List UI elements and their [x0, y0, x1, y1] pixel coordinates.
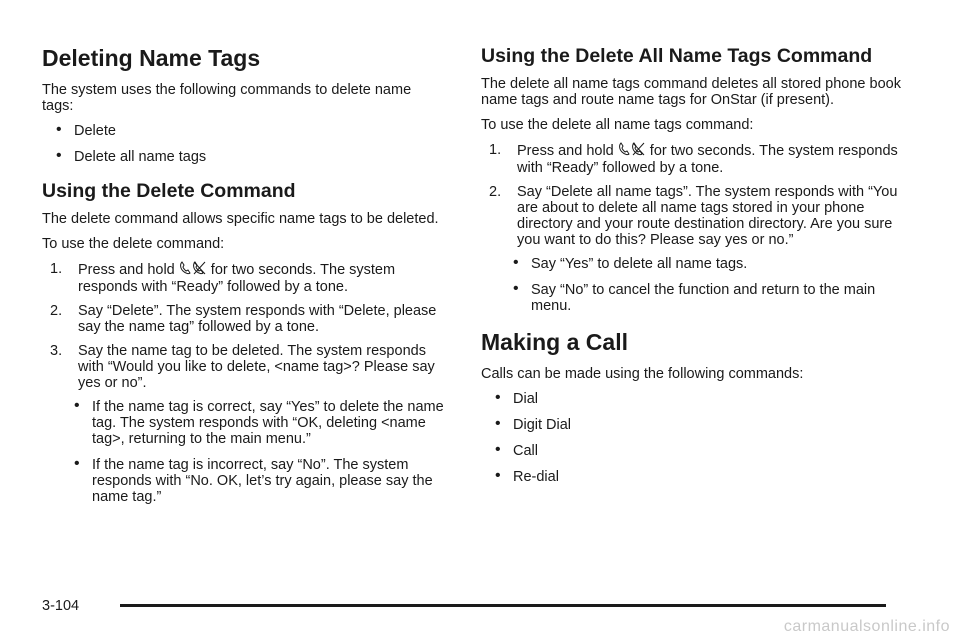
- step-text-post: for two seconds. The system responds with “Ready” followed by a tone.: [517, 143, 898, 176]
- left-column: [42, 44, 444, 515]
- mute-icon: [193, 261, 206, 279]
- step-2: [489, 184, 901, 248]
- right-column: [481, 44, 901, 495]
- footer-rule: [120, 604, 886, 607]
- call-bullet-list: [481, 391, 901, 485]
- step-number: 1.: [50, 261, 63, 277]
- step-1: [50, 261, 444, 295]
- section-lead: To use the delete all name tags command:: [481, 117, 754, 133]
- step-number: 2.: [489, 184, 502, 200]
- step-text-pre: Press and hold: [517, 143, 614, 159]
- step-text-post: for two seconds. The system responds with “Ready” followed by a tone.: [78, 262, 396, 295]
- watermark: carmanualsonline.info: [783, 618, 950, 635]
- section-desc: The delete command allows specific name tags to be deleted.: [42, 211, 439, 227]
- step-text: Say “Delete all name tags”. The system responds with “You are about to delete all name tags stored in your phone directory and your route destination directory. Are you sure you want to do this? Please say yes or no.”: [517, 184, 898, 248]
- list-item: • If the name tag is incorrect, say “No”. The system responds with “No. OK, let’s try again, please say the name tag.”: [74, 457, 444, 505]
- step-number: 1.: [489, 142, 502, 158]
- section-lead: To use the delete command:: [42, 236, 225, 252]
- step-text-pre: Press and hold: [78, 262, 175, 278]
- list-item: • Dial: [495, 391, 901, 407]
- step-2: [50, 303, 444, 335]
- list-item: • If the name tag is correct, say “Yes” to delete the name tag. The system responds with “OK, deleting <name tag>, returning to the main menu.”: [74, 399, 444, 447]
- mute-icon: [632, 142, 645, 160]
- intro-bullet-list: [42, 123, 444, 165]
- list-item: • Digit Dial: [495, 417, 901, 433]
- section-title-delete-all: Using the Delete All Name Tags Command: [481, 45, 873, 67]
- step-3: [50, 343, 444, 391]
- list-item: • Delete all name tags: [56, 149, 444, 165]
- step2-bullet-list: [481, 256, 901, 314]
- delete-all-steps: [481, 142, 901, 248]
- page-title: Deleting Name Tags: [42, 45, 261, 71]
- list-item: • Delete: [56, 123, 444, 139]
- section-title-making-call: Making a Call: [481, 329, 628, 355]
- step-number: 2.: [50, 303, 63, 319]
- phone-icon: [180, 261, 191, 279]
- section-desc: The delete all name tags command deletes all stored phone book name tags and route name tags for OnStar (if present).: [481, 76, 901, 108]
- intro-paragraph: The system uses the following commands to delete name tags:: [42, 82, 412, 114]
- page-number: 3-104: [42, 598, 80, 614]
- step-text: Say the name tag to be deleted. The system responds with “Would you like to delete, <name tag>? Please say yes or no”.: [78, 343, 435, 391]
- step-1: [489, 142, 901, 176]
- list-item: • Re-dial: [495, 469, 901, 485]
- delete-steps: [42, 261, 444, 391]
- step-number: 3.: [50, 343, 63, 359]
- list-item: • Say “Yes” to delete all name tags.: [513, 256, 901, 272]
- step3-bullet-list: [42, 399, 444, 505]
- call-lead: Calls can be made using the following commands:: [481, 366, 804, 382]
- list-item: • Say “No” to cancel the function and return to the main menu.: [513, 282, 901, 314]
- step-text: Say “Delete”. The system responds with “Delete, please say the name tag” followed by a tone.: [78, 303, 437, 335]
- list-item: • Call: [495, 443, 901, 459]
- section-title-delete: Using the Delete Command: [42, 180, 296, 202]
- phone-icon: [619, 142, 630, 160]
